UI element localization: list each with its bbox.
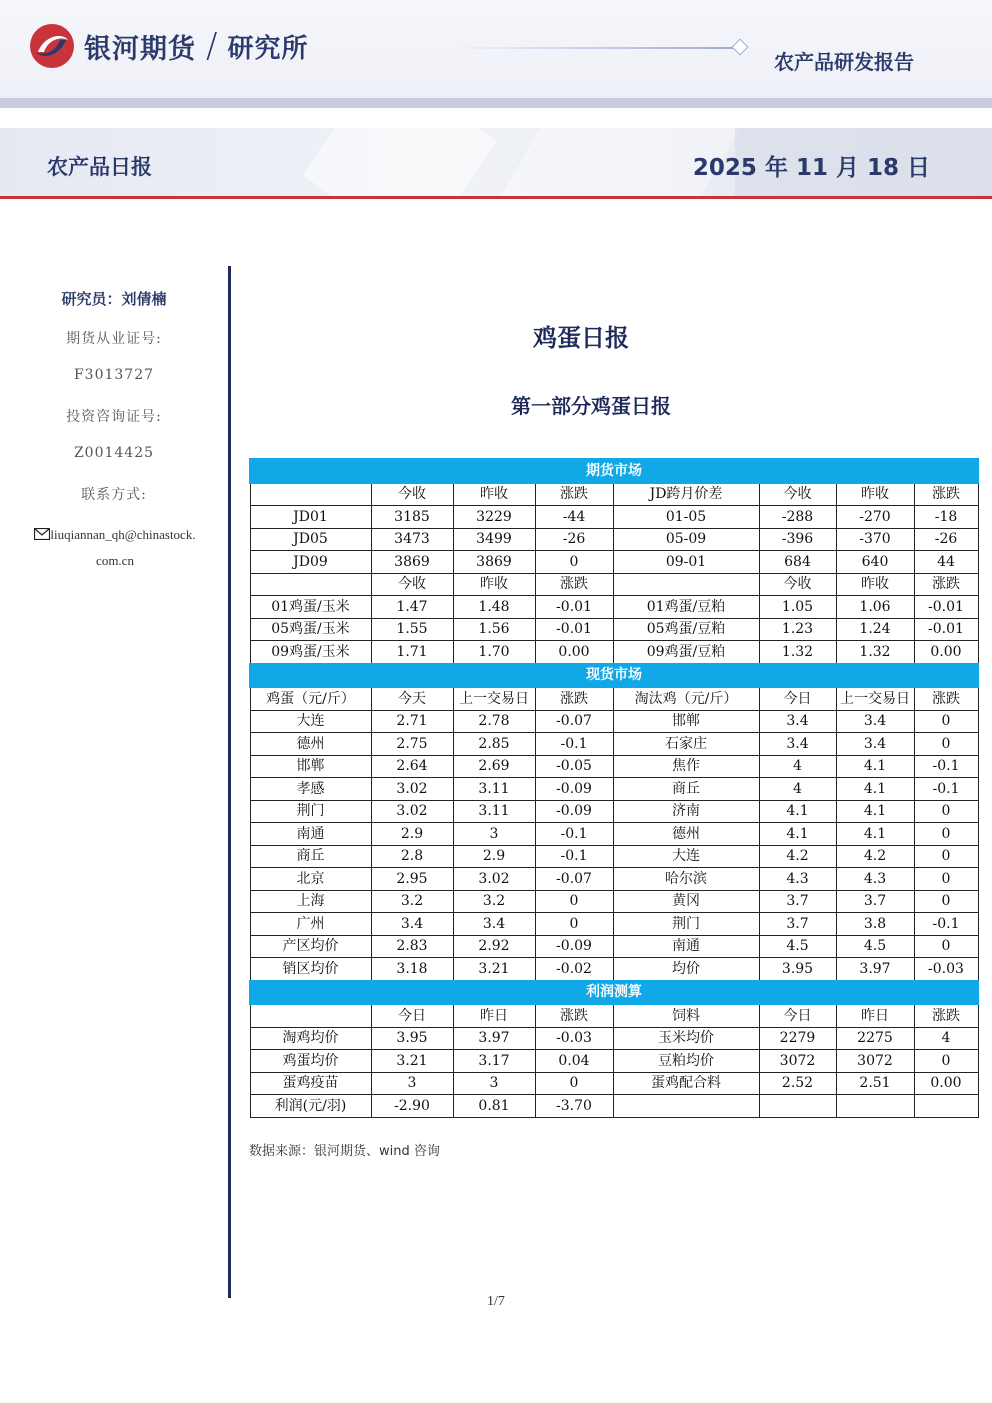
table-row [250,823,978,846]
table-cell: 3.97 [836,958,914,981]
table-cell: -26 [914,528,978,551]
section-header: 利润测算 [250,981,978,1005]
table-cell: 0 [914,710,978,733]
table-cell: 2.8 [371,845,453,868]
table-cell: -0.1 [914,778,978,801]
table-cell: 1.05 [759,596,836,619]
table-cell: JD01 [250,506,371,529]
table-cell: 3473 [371,528,453,551]
table-cell: -2.90 [371,1095,453,1118]
table-cell: 3499 [453,528,535,551]
table-cell [613,1095,759,1118]
table-cell: 3.4 [836,710,914,733]
table-row [250,1027,978,1050]
table-row [250,483,978,506]
table-cell: -0.1 [535,845,613,868]
table-cell: 黄冈 [613,890,759,913]
table-cell: 4 [759,755,836,778]
table-cell: 2.75 [371,733,453,756]
table-row [250,800,978,823]
deco-shape [303,128,498,196]
table-cell: 2.71 [371,710,453,733]
table-cell: 0 [914,800,978,823]
table-cell: 蛋鸡疫苗 [250,1072,371,1095]
table-cell: 3.4 [836,733,914,756]
brand-logo [28,20,308,72]
table-cell: 0.00 [535,641,613,664]
table-cell: 4.3 [836,868,914,891]
table-cell: 鸡蛋（元/斤） [250,687,371,710]
table-cell: 3.95 [371,1027,453,1050]
table-cell: 4.1 [836,823,914,846]
table-cell: 4.1 [759,823,836,846]
table-cell: 3.95 [759,958,836,981]
table-cell: 3.02 [453,868,535,891]
table-cell: 3869 [453,551,535,574]
table-cell: 昨收 [453,573,535,596]
table-cell: 2275 [836,1027,914,1050]
table-cell: 今天 [371,687,453,710]
table-cell: 0 [535,551,613,574]
table-cell: -0.07 [535,710,613,733]
table-cell: -270 [836,506,914,529]
table-cell: 4.5 [759,935,836,958]
table-cell: 3 [453,1072,535,1095]
table-cell: 1.32 [759,641,836,664]
table-cell: -3.70 [535,1095,613,1118]
table-cell: 4.1 [836,778,914,801]
table-cell: -0.1 [535,733,613,756]
table-cell: 涨跌 [914,483,978,506]
table-cell: 3.11 [453,778,535,801]
table-cell: 0 [914,823,978,846]
table-cell: 3.4 [453,913,535,936]
table-cell: 产区均价 [250,935,371,958]
table-cell: 1.32 [836,641,914,664]
table-cell: 涨跌 [535,1004,613,1027]
table-cell: 3.11 [453,800,535,823]
table-cell: 南通 [250,823,371,846]
table-cell: 0.00 [914,641,978,664]
table-cell: 涨跌 [535,483,613,506]
table-cell: 3.21 [371,1050,453,1073]
table-cell: -0.03 [535,1027,613,1050]
table-cell: 2.9 [371,823,453,846]
header-band [0,98,992,108]
table-cell [914,1095,978,1118]
table-cell: -0.05 [535,755,613,778]
table-cell: 今日 [759,1004,836,1027]
table-row [250,845,978,868]
table-cell: 2.95 [371,868,453,891]
table-cell: 邯郸 [613,710,759,733]
table-row [250,551,978,574]
table-cell: 鸡蛋均价 [250,1050,371,1073]
data-source: 数据来源：银河期货、wind 咨询 [249,1144,440,1159]
table-cell: 上海 [250,890,371,913]
table-cell: 09-01 [613,551,759,574]
analyst-name: 研究员：刘倩楠 [61,290,167,308]
table-cell: 1.70 [453,641,535,664]
table-cell: 0 [914,1050,978,1073]
table-cell: 涨跌 [914,687,978,710]
table-cell: 今日 [371,1004,453,1027]
table-cell: 09鸡蛋/玉米 [250,641,371,664]
table-cell: 4.2 [759,845,836,868]
table-cell: 今收 [759,573,836,596]
table-cell: 640 [836,551,914,574]
table-row [250,890,978,913]
table-cell: 淘汰鸡（元/斤） [613,687,759,710]
table-cell: 3.02 [371,800,453,823]
table-cell: 荆门 [613,913,759,936]
section-header-row [250,981,978,1005]
table-cell [250,483,371,506]
table-cell: 孝感 [250,778,371,801]
table-row [250,868,978,891]
table-cell: 3.4 [759,733,836,756]
table-row [250,506,978,529]
table-row [250,755,978,778]
table-cell: 0 [914,935,978,958]
table-cell [613,573,759,596]
table-cell: 蛋鸡配合料 [613,1072,759,1095]
table-cell: 4 [759,778,836,801]
table-cell: 3 [453,823,535,846]
table-cell: 4.1 [759,800,836,823]
table-cell: 3.7 [836,890,914,913]
table-cell: 1.55 [371,618,453,641]
table-cell: 0.04 [535,1050,613,1073]
table-row [250,733,978,756]
table-cell [250,573,371,596]
egg-daily-table [249,458,979,1118]
section-header: 现货市场 [250,664,978,688]
galaxy-logo-icon [28,22,76,70]
table-cell: 05鸡蛋/玉米 [250,618,371,641]
table-cell: 1.56 [453,618,535,641]
table-cell: 0.81 [453,1095,535,1118]
table-cell: 大连 [250,710,371,733]
table-cell: JD跨月价差 [613,483,759,506]
table-cell: 4.2 [836,845,914,868]
table-cell: 0 [914,890,978,913]
table-cell: 3.18 [371,958,453,981]
section-header: 期货市场 [250,459,978,483]
table-cell: 4.3 [759,868,836,891]
table-cell: 1.06 [836,596,914,619]
table-cell: 石家庄 [613,733,759,756]
table-cell: 荆门 [250,800,371,823]
table-cell: 0 [535,890,613,913]
table-cell: -0.02 [535,958,613,981]
table-cell [836,1095,914,1118]
table-cell: 0 [914,868,978,891]
email-line-2: com.cn [96,553,134,568]
table-cell: 2.64 [371,755,453,778]
envelope-icon [34,528,50,540]
table-row [250,528,978,551]
table-cell: 今日 [759,687,836,710]
report-header [0,0,992,98]
table-cell: 商丘 [613,778,759,801]
section-header-row [250,459,978,483]
table-cell: 均价 [613,958,759,981]
table-cell: 2.69 [453,755,535,778]
table-cell: 2.85 [453,733,535,756]
table-cell: 3185 [371,506,453,529]
table-cell: 3 [371,1072,453,1095]
table-cell: -396 [759,528,836,551]
table-cell: -0.07 [535,868,613,891]
sidebar-divider [228,266,231,1298]
table-cell: -0.09 [535,800,613,823]
table-cell: 2.9 [453,845,535,868]
table-cell: -0.01 [535,618,613,641]
table-cell: 4.1 [836,755,914,778]
table-cell: 2.92 [453,935,535,958]
contact-email[interactable] [10,522,220,574]
table-cell: 昨收 [836,483,914,506]
table-cell: 上一交易日 [836,687,914,710]
table-cell: -288 [759,506,836,529]
table-cell: 3.7 [759,913,836,936]
contact-label: 联系方式: [81,487,147,503]
table-cell: 4.5 [836,935,914,958]
table-cell: -26 [535,528,613,551]
table-cell: 涨跌 [914,573,978,596]
table-cell: -0.1 [914,755,978,778]
page-title: 鸡蛋日报 [533,324,629,352]
table-cell: 3.7 [759,890,836,913]
table-cell: 德州 [250,733,371,756]
table-cell: 哈尔滨 [613,868,759,891]
table-cell: -0.09 [535,935,613,958]
table-cell: 3.8 [836,913,914,936]
table-cell: 05鸡蛋/豆粕 [613,618,759,641]
table-cell: 0.00 [914,1072,978,1095]
report-type: 农产品研发报告 [774,50,914,74]
table-cell: -44 [535,506,613,529]
table-row [250,573,978,596]
table-cell: 0 [914,733,978,756]
daily-title: 农产品日报 [47,155,152,179]
table-cell: -0.09 [535,778,613,801]
table-row [250,778,978,801]
table-row [250,710,978,733]
table-cell: 3.97 [453,1027,535,1050]
table-cell: 昨收 [836,573,914,596]
section-header-row [250,664,978,688]
table-cell: JD09 [250,551,371,574]
table-cell: 涨跌 [535,573,613,596]
table-cell: 济南 [613,800,759,823]
table-cell: 北京 [250,868,371,891]
table-cell: 1.48 [453,596,535,619]
table-cell: 昨日 [453,1004,535,1027]
table-cell: 广州 [250,913,371,936]
table-cell: -0.1 [914,913,978,936]
table-cell: 焦作 [613,755,759,778]
table-row [250,641,978,664]
license-label: 期货从业证号: [66,331,162,347]
table-cell: 邯郸 [250,755,371,778]
table-cell: 05-09 [613,528,759,551]
table-cell: 3072 [836,1050,914,1073]
page-number: 1/7 [487,1294,505,1309]
table-cell: 684 [759,551,836,574]
table-cell: 豆粕均价 [613,1050,759,1073]
table-row [250,958,978,981]
table-cell: 饲料 [613,1004,759,1027]
table-cell: 今收 [371,573,453,596]
table-cell: 2.51 [836,1072,914,1095]
report-date: 2025 年 11 月 18 日 [692,155,930,181]
table-cell: 3.02 [371,778,453,801]
table-cell: 上一交易日 [453,687,535,710]
table-cell: -370 [836,528,914,551]
table-cell: 商丘 [250,845,371,868]
section-title: 第一部分鸡蛋日报 [511,394,671,418]
table-cell: 1.71 [371,641,453,664]
table-cell: 德州 [613,823,759,846]
table-cell: -18 [914,506,978,529]
license-number: F3013727 [73,367,155,383]
table-row [250,687,978,710]
table-cell: 4.1 [836,800,914,823]
table-cell: 01-05 [613,506,759,529]
table-cell: JD05 [250,528,371,551]
table-cell: 昨日 [836,1004,914,1027]
table-cell: -0.03 [914,958,978,981]
table-cell: 3072 [759,1050,836,1073]
table-row [250,1095,978,1118]
consult-label: 投资咨询证号: [66,409,162,425]
table-cell: 2.78 [453,710,535,733]
table-cell: -0.1 [535,823,613,846]
table-cell: 今收 [371,483,453,506]
institute-name: 研究所 [227,33,309,64]
table-row [250,913,978,936]
table-cell: -0.01 [535,596,613,619]
table-cell: 44 [914,551,978,574]
table-cell: 0 [535,1072,613,1095]
table-cell: 2.83 [371,935,453,958]
table-cell: 淘鸡均价 [250,1027,371,1050]
diamond-icon [732,39,749,56]
table-cell: 3.4 [371,913,453,936]
table-cell: 3.2 [371,890,453,913]
table-cell: 1.24 [836,618,914,641]
consult-number: Z0014425 [73,445,155,461]
table-cell: 0 [535,913,613,936]
table-cell: 3.4 [759,710,836,733]
table-cell: 0 [914,845,978,868]
red-divider [0,196,992,199]
header-deco-line [450,47,736,49]
table-cell: 今收 [759,483,836,506]
email-line-1: liuqiannan_qh@chinastock. [50,527,196,542]
table-cell: 2279 [759,1027,836,1050]
table-cell: 昨收 [453,483,535,506]
table-cell: 3229 [453,506,535,529]
brand-name: 银河期货 [84,33,196,65]
table-row [250,935,978,958]
table-cell: 利润(元/羽) [250,1095,371,1118]
table-cell: 01鸡蛋/玉米 [250,596,371,619]
table-cell: 3.17 [453,1050,535,1073]
table-cell: 大连 [613,845,759,868]
table-row [250,1072,978,1095]
table-cell: 玉米均价 [613,1027,759,1050]
table-cell: 1.23 [759,618,836,641]
table-cell [759,1095,836,1118]
table-cell: 涨跌 [535,687,613,710]
table-cell: 销区均价 [250,958,371,981]
brand-divider: / [206,26,218,66]
table-cell: 09鸡蛋/豆粕 [613,641,759,664]
table-cell: 2.52 [759,1072,836,1095]
table-cell [250,1004,371,1027]
table-cell: 3.21 [453,958,535,981]
table-cell: 4 [914,1027,978,1050]
table-cell: 3869 [371,551,453,574]
table-cell: -0.01 [914,596,978,619]
table-row [250,596,978,619]
table-row [250,1050,978,1073]
table-row [250,618,978,641]
table-cell: 3.2 [453,890,535,913]
table-cell: 01鸡蛋/豆粕 [613,596,759,619]
table-cell: 南通 [613,935,759,958]
table-row [250,1004,978,1027]
table-cell: -0.01 [914,618,978,641]
table-cell: 涨跌 [914,1004,978,1027]
table-cell: 1.47 [371,596,453,619]
